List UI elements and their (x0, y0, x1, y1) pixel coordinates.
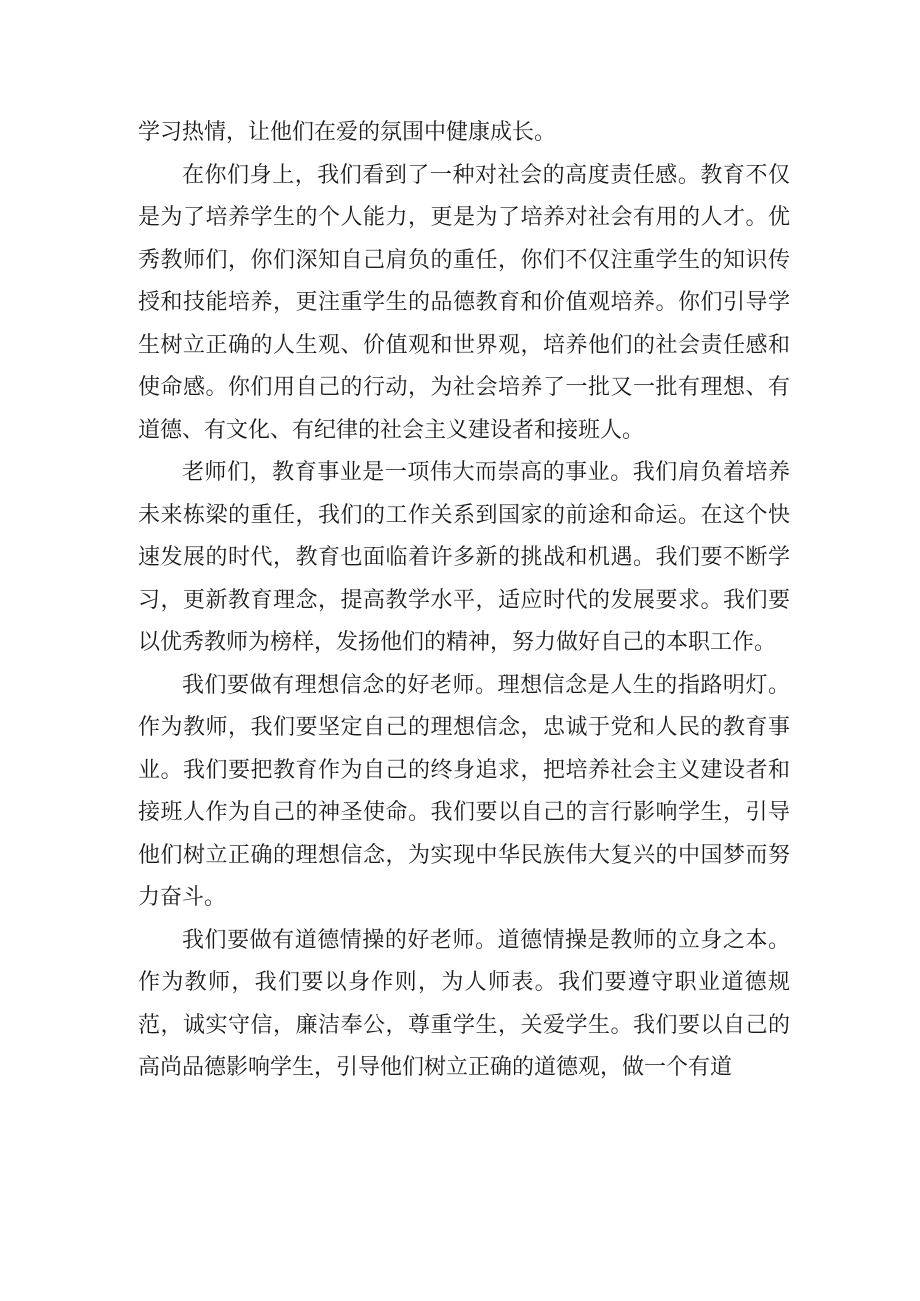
document-body (138, 112, 790, 1090)
paragraph-1: 学习热情，让他们在爱的氛围中健康成长。 (138, 120, 557, 145)
paragraph-4: 我们要做有理想信念的好老师。理想信念是人生的指路明灯。作为教师，我们要坚定自己的理想信念，忠诚于党和人民的教育事业。我们要把教育作为自己的终身追求，把培养社会主义建设者和接班人作为自己的神圣使命。我们要以自己的言行影响学生，引导他们树立正确的理想信念，为实现中华民族伟大复兴的中国梦而努力奋斗。 (138, 672, 790, 910)
paragraph-3: 老师们，教育事业是一项伟大而崇高的事业。我们肩负着培养未来栋梁的重任，我们的工作关系到国家的前途和命运。在这个快速发展的时代，教育也面临着许多新的挑战和机遇。我们要不断学习，更新教育理念，提高教学水平，适应时代的发展要求。我们要以优秀教师为榜样，发扬他们的精神，努力做好自己的本职工作。 (138, 460, 790, 655)
paragraph-2: 在你们身上，我们看到了一种对社会的高度责任感。教育不仅是为了培养学生的个人能力，更是为了培养对社会有用的人才。优秀教师们，你们深知自己肩负的重任，你们不仅注重学生的知识传授和技能培养，更注重学生的品德教育和价值观培养。你们引导学生树立正确的人生观、价值观和世界观，培养他们的社会责任感和使命感。你们用自己的行动，为社会培养了一批又一批有理想、有道德、有文化、有纪律的社会主义建设者和接班人。 (138, 162, 790, 443)
paragraph-5: 我们要做有道德情操的好老师。道德情操是教师的立身之本。作为教师，我们要以身作则，为人师表。我们要遵守职业道德规范，诚实守信，廉洁奉公，尊重学生，关爱学生。我们要以自己的高尚品德影响学生，引导他们树立正确的道德观，做一个有道 (138, 927, 790, 1080)
